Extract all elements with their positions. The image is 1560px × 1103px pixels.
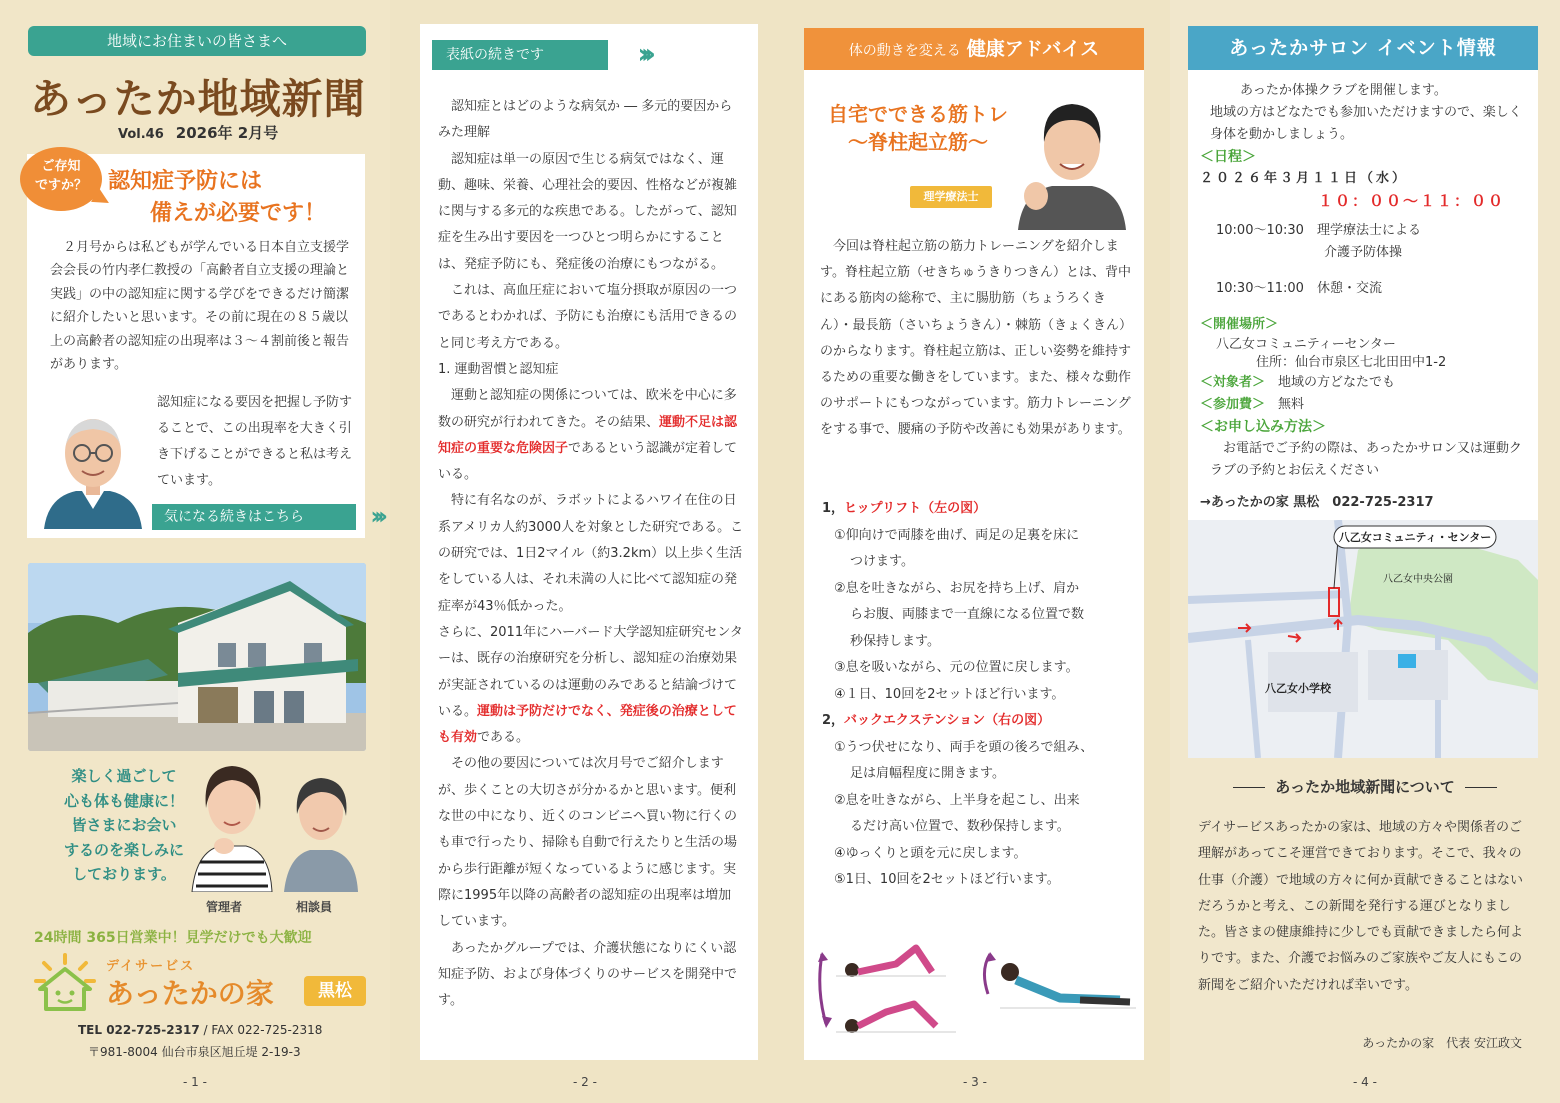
event-place: 八乙女コミュニティーセンター	[1216, 337, 1396, 352]
event-time: １０：００～１１：００	[1318, 192, 1506, 210]
therapist-badge: 理学療法士	[910, 186, 992, 208]
exercise-step: ①うつ伏せになり、両手を頭の後ろで組み、	[834, 739, 1094, 755]
target-label: ＜対象者＞	[1200, 375, 1266, 390]
map-callout-label: 八乙女コミュニティ・センター	[1338, 532, 1492, 544]
text-run: である。	[477, 730, 530, 746]
paragraph: その他の要因については次月号でご紹介しますが、歩くことの大切さが分かるかと思います。便利な世の中になり、近くのコンビニへ買い物に行くのも車で行ったり、掃除も自動で行えたりと生活の場から歩行距離が短くなっているように感じます。実際に1995年以降の高齢者の認知症の出現率は増加しています。	[438, 756, 738, 930]
logo-name: あったかの家	[106, 977, 274, 1010]
paragraph: これは、高血圧症において塩分摂取が原因の一つであるとわかれば、予防にも治療にも活用できるのと同じ考え方である。	[438, 283, 738, 351]
continuation-article-text	[438, 94, 744, 1014]
title-line: ～脊柱起立筋～	[848, 130, 988, 154]
text-run: 運動と認知症の関係については、欧米を中心に多数の研究が行われてきた。その結果、	[438, 388, 737, 430]
fee-label: ＜参加費＞	[1200, 397, 1266, 412]
headline-line: 認知症予防には	[108, 169, 263, 194]
exercise-number: 1，	[822, 501, 845, 516]
highlight-text: 運動は予防だけでなく、発症後の治療としても有効	[438, 703, 737, 746]
lead-headline	[108, 166, 348, 230]
exercise-step: るだけ高い位置で、数秒保持します。	[850, 819, 1070, 834]
page-4	[1170, 0, 1560, 1103]
lead-body-continued: 認知症になる要因を把握し予防することで、この出現率を大きく引き下げることができると私は考えています。	[157, 395, 353, 488]
chevron-right-icon: ›››	[637, 37, 648, 70]
lead-body: ２月号からは私どもが学んでいる日本自立支援学会会長の竹内孝仁教授の「高齢者自立支援の理論と実践」の中の認知症に関する学びをできるだけ簡潔に紹介したいと思います。その前に現在の８５歳以上の高齢者の認知症の出現率は３～４割前後と報告があります。	[50, 240, 350, 373]
counselor-label: 相談員	[296, 900, 333, 914]
exercise-heading	[822, 496, 1138, 523]
exercise-heading	[822, 708, 1138, 735]
paragraph: あったかグループでは、介護状態になりにくい認知症予防、および身体づくりのサービスを開発中です。	[438, 940, 738, 1009]
exercise-list	[822, 496, 1138, 894]
exercise-step: ②息を吐きながら、お尻を持ち上げ、肩か	[834, 580, 1080, 596]
section-heading: 1. 運動習慣と認知症	[438, 361, 559, 377]
message-line: 心も体も健康に！	[63, 791, 184, 810]
page-number: - 4 -	[1353, 1075, 1377, 1089]
volume-number: Vol.46	[118, 127, 164, 142]
issue-date: 2026年 2月号	[175, 124, 279, 142]
exercise-name: バックエクステンション（右の図）	[844, 713, 1051, 728]
page-number: - 3 -	[963, 1075, 987, 1089]
sun-house-logo-icon	[32, 953, 98, 1011]
exercise-title	[818, 100, 1018, 156]
paragraph	[438, 383, 744, 488]
bubble-line: ご存知	[41, 159, 81, 174]
event-intro: あったか体操クラブを開催します。	[1240, 83, 1447, 98]
apply-label: ＜お申し込み方法＞	[1200, 419, 1326, 435]
header-small: 体の動きを変える	[848, 43, 961, 59]
map-park-label: 八乙女中央公園	[1383, 574, 1453, 585]
manager-portrait-illustration	[190, 752, 274, 892]
schedule-text: 理学療法士による	[1316, 223, 1421, 238]
exercise-step: ③息を吸いながら、元の位置に戻します。	[834, 660, 1079, 675]
message-line: するのを楽しみに	[63, 840, 184, 859]
exercise-step: 秒保持します。	[850, 633, 940, 649]
audience-banner: 地域にお住まいの皆さまへ	[28, 26, 366, 56]
paragraph: 認知症は単一の原因で生じる病気ではなく、運動、趣味、栄養、心理社会的要因、性格などが複雑に関与する多元的な疾患である。したがって、認知症を生み出す要因を一つひとつ明らかにすることは、発症予防にも、発症後の治療にもつながる。	[438, 151, 738, 272]
event-date: ２０２６年３月１１日（水）	[1200, 171, 1409, 186]
schedule-text: 介護予防体操	[1324, 245, 1403, 260]
apply-text: お電話でご予約の際は、あったかサロン又は運動クラブの予約とお伝えください	[1210, 441, 1522, 478]
tel-number: TEL 022-725-2317	[78, 1023, 200, 1037]
back-extension-illustration	[980, 950, 1136, 1020]
facility-photo	[28, 563, 366, 751]
page-2	[390, 0, 780, 1103]
page-1	[0, 0, 390, 1103]
newsletter-title: あったか地域新聞	[30, 75, 366, 123]
continuation-ribbon	[432, 37, 648, 70]
date-label: ＜日程＞	[1200, 149, 1256, 165]
highlight-text: 運動不足は認知症の重要な危険因子	[438, 414, 738, 456]
exercise-step: ①仰向けで両膝を曲げ、両足の足裏を床に	[834, 527, 1080, 543]
title-line: 自宅でできる筋トレ	[828, 102, 1008, 126]
header-big: 健康アドバイス	[966, 38, 1100, 60]
postal-address: 〒981-8004 仙台市泉区旭丘堤 2-19-3	[88, 1045, 301, 1059]
therapist-portrait-illustration	[1012, 92, 1132, 230]
exercise-number: 2，	[822, 713, 845, 728]
counselor-portrait-illustration	[280, 762, 362, 892]
branch-badge: 黒松	[304, 976, 366, 1006]
exercise-step: つけます。	[850, 554, 914, 569]
exercise-step: ⑤1日、10回を2セットほど行います。	[834, 872, 1060, 887]
about-title: あったか地域新聞について	[1190, 776, 1540, 797]
ribbon-label: 表紙の続きです	[446, 47, 544, 63]
schedule-row	[1200, 278, 1530, 300]
manager-label: 管理者	[206, 900, 243, 914]
page-number: - 2 -	[573, 1075, 597, 1089]
event-details	[1200, 80, 1530, 514]
issue-info	[118, 122, 278, 143]
staff-message	[34, 764, 214, 887]
map-school-label: 八乙女小学校	[1265, 683, 1331, 695]
fee-value: 無料	[1278, 397, 1305, 412]
fax-number: / FAX 022-725-2318	[199, 1023, 323, 1037]
representative-signature: あったかの家 代表 安江政文	[1362, 1036, 1522, 1050]
event-address: 住所：仙台市泉区七北田田中1-2	[1256, 355, 1447, 370]
exercise-step: 足は肩幅程度に開きます。	[850, 766, 1005, 781]
text-run: であるという認識が定着している。	[438, 440, 738, 483]
exercise-name: ヒップリフト（左の図）	[844, 501, 987, 516]
schedule-time: 10:30～11:00	[1216, 281, 1304, 296]
page-number: - 1 -	[183, 1075, 207, 1089]
message-line: しております。	[72, 865, 176, 883]
open-hours: 24時間 365日営業中！見学だけでも大歓迎	[34, 930, 312, 946]
schedule-time: 10:00～10:30	[1216, 223, 1304, 238]
paragraph: 認知症とはどのような病気か ― 多元的要因からみた理解	[438, 99, 733, 141]
schedule-row	[1200, 220, 1530, 242]
contact-phone	[78, 1023, 322, 1037]
event-intro: 地域の方はどなたでも参加いただけますので、楽しく身体を動かしましょう。	[1210, 105, 1522, 142]
read-more-button[interactable]	[152, 502, 382, 530]
paragraph: 今回は脊柱起立筋の筋力トレーニングを紹介します。脊柱起立筋（せきちゅうきりつきん）とは、背中にある筋肉の総称で、主に腸肋筋（ちょうろくきん）・最長筋（さいちょうきん）・棘筋（きょくきん）のからなります。脊柱起立筋は、正しい姿勢を維持するための重要な働きをしています。また、様々な動作のサポートにもつながっています。筋力トレーニングをする事で、腰痛の予防や改善にも効果があります。	[820, 239, 1133, 438]
exercise-step: らお腹、両膝まで一直線になる位置で数	[850, 607, 1085, 622]
contact-phone: →あったかの家 黒松 022-725-2317	[1200, 495, 1434, 510]
message-line: 皆さまにお会い	[71, 816, 177, 834]
director-portrait-illustration	[40, 405, 146, 529]
headline-line: 備えが必要です！	[150, 201, 327, 226]
page-3	[780, 0, 1170, 1103]
hip-lift-illustration	[816, 934, 968, 1044]
place-label: ＜開催場所＞	[1200, 317, 1279, 332]
event-info-header: あったかサロン イベント情報	[1188, 26, 1538, 70]
chevron-right-icon: ›››	[370, 502, 382, 530]
exercise-intro	[820, 234, 1136, 444]
did-you-know-bubble	[20, 147, 102, 211]
paragraph	[438, 620, 744, 751]
exercise-step: ④１日、10回を2セットほど行います。	[834, 686, 1065, 702]
target-row	[1200, 372, 1530, 394]
about-text: デイサービスあったかの家は、地域の方々や関係者のご理解があってこそ運営できております。そこで、我々の仕事（介護）で地域の方々に何か貢献できることはないだろうかと考え、この新聞を発行する運びとなりました。皆さまの健康維持に少しでも貢献できましたら何よりです。また、介護でお悩みのご家族やご友人にもこの新聞をご紹介いただければ幸いです。	[1198, 820, 1524, 993]
read-more-label: 気になる続きはこちら	[164, 509, 304, 525]
exercise-step: ②息を吐きながら、上半身を起こし、出来	[834, 792, 1080, 808]
exercise-step: ④ゆっくりと頭を元に戻します。	[834, 845, 1027, 861]
fee-row	[1200, 394, 1530, 416]
logo-subtitle: デイサービス	[106, 959, 196, 974]
paragraph: 特に有名なのが、ラボットによるハワイ在住の日系アメリカ人約3000人を対象とした研究である。この研究では、1日2マイル（約3.2km）以上歩く生活をしている人は、それ未満の人に比べて認知症の発症率が43％低かった。	[438, 493, 744, 614]
schedule-text: 休憩・交流	[1316, 281, 1382, 296]
venue-map[interactable]	[1188, 520, 1538, 758]
bubble-line: ですか？	[34, 178, 87, 193]
target-value: 地域の方どなたでも	[1278, 375, 1396, 390]
text-run: さらに、2011年にハーバード大学認知症研究センターは、既存の治療研究を分析し、認知症の治療効果が実証されているのは運動のみであると結論づけている。	[438, 624, 743, 719]
health-advice-header	[804, 28, 1144, 70]
message-line: 楽しく過ごして	[71, 767, 177, 785]
